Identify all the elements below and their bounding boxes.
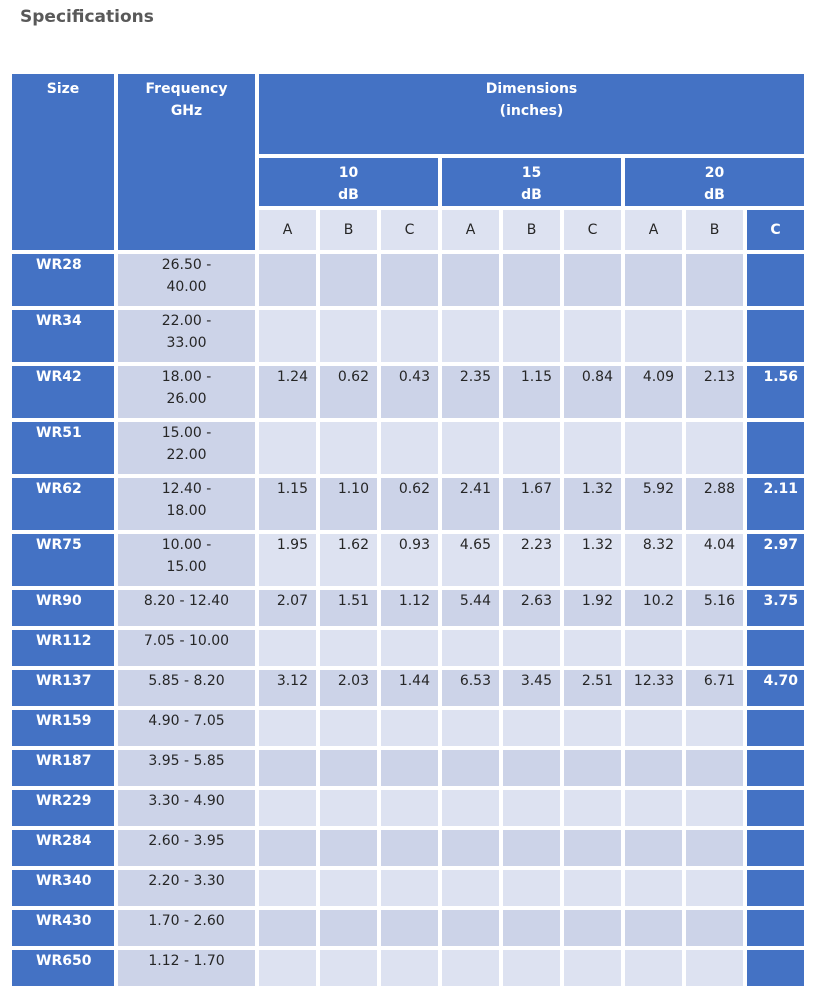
frequency-line: 1.12 - 1.70 <box>148 953 225 969</box>
value-cell <box>503 422 560 474</box>
value-cell: 6.53 <box>442 670 499 706</box>
value-cell: 0.93 <box>381 534 438 586</box>
table-row <box>12 310 804 362</box>
value-cell <box>564 630 621 666</box>
table-row <box>12 950 804 986</box>
row-size: WR90 <box>12 590 114 626</box>
value-cell: 6.71 <box>686 670 743 706</box>
column-header-a: A <box>625 210 682 250</box>
value-cell <box>320 950 377 986</box>
table-row <box>12 750 804 786</box>
value-cell <box>381 310 438 362</box>
value-cell: 1.62 <box>320 534 377 586</box>
row-frequency <box>118 830 255 866</box>
row-frequency <box>118 750 255 786</box>
row-size: WR28 <box>12 254 114 306</box>
header-group-value: 20 <box>704 165 725 181</box>
value-cell: 4.04 <box>686 534 743 586</box>
row-size: WR340 <box>12 870 114 906</box>
header-group-unit: dB <box>521 187 542 203</box>
frequency-line: 26.50 - <box>161 257 212 273</box>
value-cell <box>320 910 377 946</box>
frequency-line: 40.00 <box>166 279 207 295</box>
header-group-unit: dB <box>338 187 359 203</box>
column-header-c: C <box>381 210 438 250</box>
table-row <box>12 830 804 866</box>
value-cell <box>747 790 804 826</box>
value-cell <box>625 950 682 986</box>
value-cell: 1.15 <box>503 366 560 418</box>
value-cell <box>320 790 377 826</box>
table-row <box>12 254 804 306</box>
value-cell <box>259 310 316 362</box>
value-cell <box>259 630 316 666</box>
value-cell: 12.33 <box>625 670 682 706</box>
value-cell <box>442 870 499 906</box>
value-cell <box>686 790 743 826</box>
table-row <box>12 534 804 586</box>
value-cell <box>686 750 743 786</box>
frequency-line: 15.00 - <box>161 425 212 441</box>
value-cell <box>686 422 743 474</box>
value-cell <box>686 910 743 946</box>
frequency-line: 12.40 - <box>161 481 212 497</box>
header-group-15db <box>442 158 621 206</box>
column-header-c: C <box>747 210 804 250</box>
value-cell <box>259 254 316 306</box>
value-cell: 1.95 <box>259 534 316 586</box>
value-cell <box>747 710 804 746</box>
frequency-line: 1.70 - 2.60 <box>148 913 225 929</box>
frequency-line: 18.00 - <box>161 369 212 385</box>
value-cell <box>442 254 499 306</box>
value-cell: 4.70 <box>747 670 804 706</box>
value-cell: 5.92 <box>625 478 682 530</box>
value-cell <box>442 750 499 786</box>
frequency-line: 26.00 <box>166 391 207 407</box>
value-cell: 2.97 <box>747 534 804 586</box>
value-cell <box>381 422 438 474</box>
value-cell: 8.32 <box>625 534 682 586</box>
header-group-unit: dB <box>704 187 725 203</box>
value-cell: 1.10 <box>320 478 377 530</box>
value-cell: 2.03 <box>320 670 377 706</box>
table-row <box>12 590 804 626</box>
column-header-a: A <box>259 210 316 250</box>
row-size: WR34 <box>12 310 114 362</box>
value-cell <box>320 870 377 906</box>
value-cell <box>381 790 438 826</box>
value-cell: 10.2 <box>625 590 682 626</box>
row-size: WR430 <box>12 910 114 946</box>
value-cell <box>259 710 316 746</box>
value-cell <box>442 910 499 946</box>
value-cell <box>320 830 377 866</box>
value-cell: 3.12 <box>259 670 316 706</box>
value-cell: 3.75 <box>747 590 804 626</box>
value-cell <box>625 254 682 306</box>
frequency-line: 2.60 - 3.95 <box>148 833 225 849</box>
row-size: WR159 <box>12 710 114 746</box>
value-cell <box>564 910 621 946</box>
value-cell: 1.15 <box>259 478 316 530</box>
row-frequency <box>118 790 255 826</box>
value-cell: 2.35 <box>442 366 499 418</box>
header-frequency-line: Frequency <box>145 81 228 97</box>
value-cell <box>381 630 438 666</box>
frequency-line: 22.00 - <box>161 313 212 329</box>
frequency-line: 10.00 - <box>161 537 212 553</box>
value-cell <box>747 422 804 474</box>
frequency-line: 22.00 <box>166 447 207 463</box>
row-frequency <box>118 590 255 626</box>
specifications-table <box>8 70 808 990</box>
value-cell <box>564 790 621 826</box>
row-frequency <box>118 366 255 418</box>
row-size: WR284 <box>12 830 114 866</box>
row-frequency <box>118 534 255 586</box>
value-cell <box>320 750 377 786</box>
value-cell <box>381 870 438 906</box>
header-group-value: 15 <box>521 165 542 181</box>
table-row <box>12 670 804 706</box>
value-cell <box>625 710 682 746</box>
header-group-20db <box>625 158 804 206</box>
header-dimensions <box>259 74 804 154</box>
value-cell <box>686 254 743 306</box>
value-cell <box>625 790 682 826</box>
row-frequency <box>118 630 255 666</box>
row-size: WR137 <box>12 670 114 706</box>
value-cell: 1.67 <box>503 478 560 530</box>
value-cell <box>381 710 438 746</box>
value-cell <box>747 910 804 946</box>
table-row <box>12 870 804 906</box>
value-cell <box>747 870 804 906</box>
column-header-b: B <box>503 210 560 250</box>
value-cell <box>503 950 560 986</box>
row-size: WR51 <box>12 422 114 474</box>
value-cell <box>625 422 682 474</box>
frequency-line: 33.00 <box>166 335 207 351</box>
row-frequency <box>118 950 255 986</box>
value-cell <box>381 950 438 986</box>
value-cell <box>381 750 438 786</box>
table-row <box>12 630 804 666</box>
value-cell <box>625 750 682 786</box>
value-cell: 2.88 <box>686 478 743 530</box>
table-row <box>12 710 804 746</box>
value-cell: 3.45 <box>503 670 560 706</box>
value-cell <box>259 790 316 826</box>
table-row <box>12 422 804 474</box>
header-size: Size <box>12 74 114 250</box>
value-cell <box>564 710 621 746</box>
row-frequency <box>118 670 255 706</box>
header-frequency-unit: GHz <box>170 103 203 119</box>
value-cell <box>503 254 560 306</box>
value-cell <box>747 950 804 986</box>
value-cell <box>686 950 743 986</box>
value-cell <box>259 910 316 946</box>
value-cell <box>686 830 743 866</box>
value-cell <box>381 830 438 866</box>
value-cell <box>259 750 316 786</box>
value-cell <box>503 630 560 666</box>
value-cell <box>625 830 682 866</box>
value-cell <box>564 830 621 866</box>
value-cell <box>625 870 682 906</box>
value-cell: 2.51 <box>564 670 621 706</box>
row-size: WR187 <box>12 750 114 786</box>
value-cell <box>747 630 804 666</box>
value-cell <box>259 950 316 986</box>
value-cell <box>381 910 438 946</box>
value-cell <box>259 422 316 474</box>
value-cell: 2.07 <box>259 590 316 626</box>
value-cell <box>747 750 804 786</box>
header-group-10db <box>259 158 438 206</box>
value-cell <box>564 310 621 362</box>
row-size: WR650 <box>12 950 114 986</box>
value-cell <box>564 422 621 474</box>
value-cell: 2.11 <box>747 478 804 530</box>
value-cell <box>503 710 560 746</box>
value-cell <box>503 750 560 786</box>
value-cell: 2.63 <box>503 590 560 626</box>
value-cell <box>686 310 743 362</box>
row-size: WR42 <box>12 366 114 418</box>
value-cell <box>747 254 804 306</box>
value-cell <box>320 630 377 666</box>
value-cell <box>625 630 682 666</box>
table-row <box>12 790 804 826</box>
column-header-c: C <box>564 210 621 250</box>
row-frequency <box>118 910 255 946</box>
row-size: WR229 <box>12 790 114 826</box>
value-cell: 1.44 <box>381 670 438 706</box>
value-cell <box>259 870 316 906</box>
value-cell <box>503 870 560 906</box>
value-cell <box>686 710 743 746</box>
value-cell <box>747 310 804 362</box>
value-cell: 2.13 <box>686 366 743 418</box>
value-cell <box>442 630 499 666</box>
row-frequency <box>118 310 255 362</box>
value-cell <box>686 630 743 666</box>
table-row <box>12 910 804 946</box>
value-cell: 1.12 <box>381 590 438 626</box>
value-cell: 0.62 <box>320 366 377 418</box>
value-cell: 1.92 <box>564 590 621 626</box>
row-frequency <box>118 478 255 530</box>
table-row <box>12 366 804 418</box>
value-cell <box>564 870 621 906</box>
column-header-b: B <box>686 210 743 250</box>
frequency-line: 7.05 - 10.00 <box>143 633 230 649</box>
row-frequency <box>118 422 255 474</box>
value-cell: 4.09 <box>625 366 682 418</box>
frequency-line: 3.95 - 5.85 <box>148 753 225 769</box>
value-cell <box>564 254 621 306</box>
row-size: WR112 <box>12 630 114 666</box>
row-frequency <box>118 254 255 306</box>
value-cell <box>320 310 377 362</box>
value-cell: 2.41 <box>442 478 499 530</box>
row-frequency <box>118 870 255 906</box>
value-cell: 5.16 <box>686 590 743 626</box>
value-cell <box>259 830 316 866</box>
value-cell <box>503 310 560 362</box>
frequency-line: 4.90 - 7.05 <box>148 713 225 729</box>
header-dimensions-line: Dimensions <box>485 81 578 97</box>
column-header-a: A <box>442 210 499 250</box>
frequency-line: 3.30 - 4.90 <box>148 793 225 809</box>
value-cell: 0.62 <box>381 478 438 530</box>
frequency-line: 8.20 - 12.40 <box>143 593 230 609</box>
value-cell: 1.32 <box>564 534 621 586</box>
value-cell: 2.23 <box>503 534 560 586</box>
value-cell: 1.24 <box>259 366 316 418</box>
value-cell: 5.44 <box>442 590 499 626</box>
row-size: WR62 <box>12 478 114 530</box>
value-cell <box>320 254 377 306</box>
header-group-value: 10 <box>338 165 359 181</box>
value-cell <box>320 710 377 746</box>
frequency-line: 5.85 - 8.20 <box>148 673 225 689</box>
value-cell <box>442 422 499 474</box>
value-cell <box>503 790 560 826</box>
specifications-table-wrapper <box>12 74 804 986</box>
value-cell: 4.65 <box>442 534 499 586</box>
value-cell: 0.43 <box>381 366 438 418</box>
value-cell <box>564 950 621 986</box>
value-cell <box>442 790 499 826</box>
value-cell <box>442 830 499 866</box>
value-cell: 1.56 <box>747 366 804 418</box>
value-cell <box>442 310 499 362</box>
value-cell <box>747 830 804 866</box>
value-cell <box>503 910 560 946</box>
header-frequency <box>118 74 255 250</box>
table-body <box>12 254 804 986</box>
header-dimensions-unit: (inches) <box>499 103 564 119</box>
page-title: Specifications <box>20 7 154 27</box>
frequency-line: 18.00 <box>166 503 207 519</box>
value-cell <box>686 870 743 906</box>
value-cell <box>381 254 438 306</box>
row-size: WR75 <box>12 534 114 586</box>
value-cell <box>320 422 377 474</box>
table-row <box>12 478 804 530</box>
value-cell <box>503 830 560 866</box>
column-header-b: B <box>320 210 377 250</box>
frequency-line: 15.00 <box>166 559 207 575</box>
value-cell <box>442 710 499 746</box>
value-cell: 0.84 <box>564 366 621 418</box>
value-cell: 1.32 <box>564 478 621 530</box>
value-cell <box>625 910 682 946</box>
value-cell <box>625 310 682 362</box>
value-cell <box>564 750 621 786</box>
value-cell: 1.51 <box>320 590 377 626</box>
row-frequency <box>118 710 255 746</box>
frequency-line: 2.20 - 3.30 <box>148 873 225 889</box>
value-cell <box>442 950 499 986</box>
